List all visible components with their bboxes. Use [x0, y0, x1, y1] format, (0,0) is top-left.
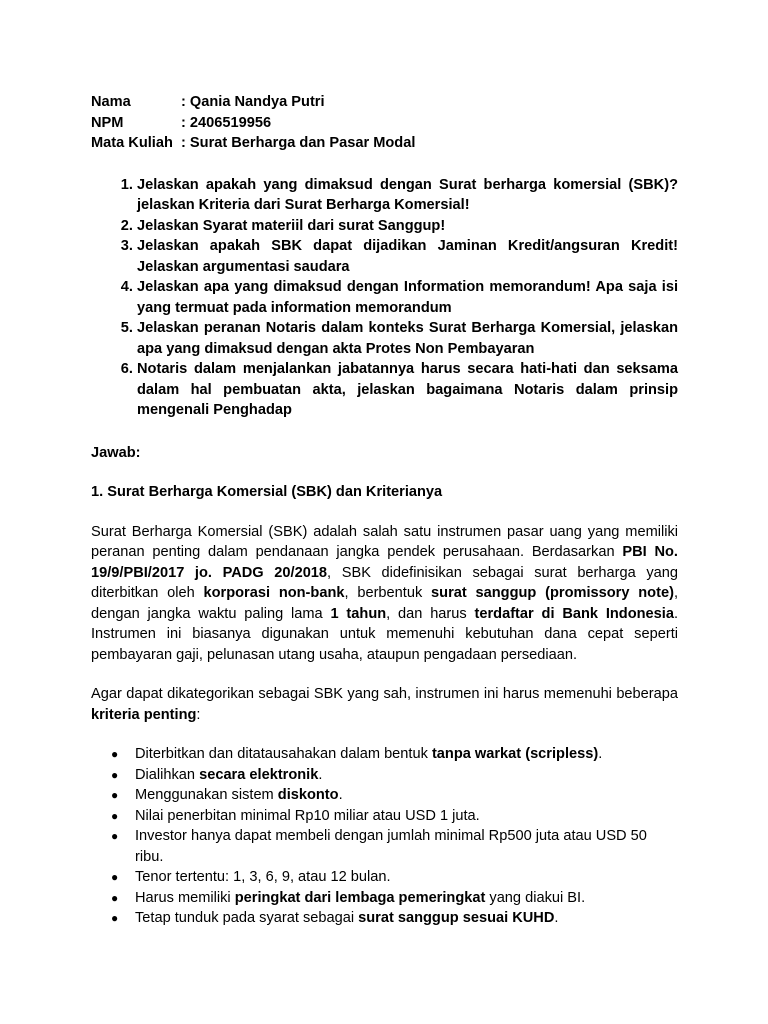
text-run: Dialihkan: [135, 766, 200, 783]
criteria-item: [91, 785, 678, 806]
text-run: :: [196, 706, 201, 723]
bullet-icon: ●: [111, 767, 119, 782]
bullet-icon: ●: [111, 808, 119, 823]
text-run: Tenor tertentu: 1, 3, 6, 9, atau 12 bulan.: [135, 869, 391, 885]
criteria-item: [91, 826, 678, 867]
text-run: Harus memiliki: [135, 889, 235, 906]
course-label: Mata Kuliah: [91, 135, 173, 151]
info-row-course: [91, 133, 678, 154]
text-run: .: [554, 910, 559, 926]
info-row-name: [91, 92, 678, 113]
bold-run: diskonto: [277, 787, 339, 803]
text-run: Menggunakan sistem: [135, 787, 278, 803]
bullet-icon: ●: [111, 829, 119, 843]
text-run: , SBK didefinisikan sebagai surat berharga yang diterbitkan oleh: [91, 564, 679, 601]
text-run: Agar dapat dikategorikan sebagai SBK yang sah, instrumen ini harus memenuhi beberapa: [91, 686, 678, 702]
question-item: 6. Notaris dalam menjalankan jabatannya harus secara hati-hati dan seksama dalam hal pembuatan akta, jelaskan bagaimana Notaris dalam prinsip mengenali Penghadap: [137, 359, 678, 421]
bullet-icon: ●: [111, 890, 119, 905]
bullet-icon: ●: [111, 870, 119, 884]
text-run: Investor hanya dapat membeli dengan jumlah minimal Rp500 juta atau USD 50 ribu.: [135, 828, 647, 865]
name-label: Nama: [91, 94, 131, 110]
section-title: 1. Surat Berharga Komersial (SBK) dan Kriterianya: [91, 484, 443, 500]
question-item: 1. Jelaskan apakah yang dimaksud dengan Surat berharga komersial (SBK)?jelaskan Kriteria dari Surat Berharga Komersial!: [137, 175, 678, 216]
criteria-item: [91, 888, 678, 909]
bullet-icon: ●: [111, 747, 119, 761]
text-run: yang diakui BI.: [485, 889, 586, 906]
name-value: : Qania Nandya Putri: [181, 94, 325, 110]
text-run: , berbentuk: [344, 585, 432, 601]
question-item: 3. Jelaskan apakah SBK dapat dijadikan Jaminan Kredit/angsuran Kredit! Jelaskan argumentasi saudara: [137, 236, 678, 277]
paragraph-definition: [91, 522, 678, 666]
question-item: 4. Jelaskan apa yang dimaksud dengan Information memorandum! Apa saja isi yang termuat pada information memorandum: [137, 277, 678, 318]
bullet-icon: ●: [111, 911, 119, 925]
bold-run: surat sanggup (promissory note): [431, 585, 674, 601]
course-value: : Surat Berharga dan Pasar Modal: [181, 135, 416, 151]
text-run: .: [338, 787, 343, 803]
paragraph-criteria-intro: [91, 684, 678, 725]
text-run: Diterbitkan dan ditatausahakan dalam bentuk: [135, 746, 432, 762]
text-run: Tetap tunduk pada syarat sebagai: [135, 910, 359, 926]
criteria-item: [91, 765, 678, 786]
question-list: [91, 175, 678, 421]
answer-label: Jawab:: [91, 444, 141, 461]
bold-run: kriteria penting: [91, 706, 197, 723]
npm-value: : 2406519956: [181, 114, 272, 131]
criteria-item: [91, 908, 678, 929]
document-content: [91, 92, 678, 929]
info-row-npm: [91, 113, 678, 134]
criteria-item: [91, 744, 678, 765]
bold-run: terdaftar di Bank Indonesia: [474, 605, 674, 622]
criteria-item: [91, 806, 678, 827]
text-run: Surat Berharga Komersial (SBK) adalah salah satu instrumen pasar uang yang memiliki peranan penting dalam pendanaan jangka pendek perusahaan. Berdasarkan: [91, 523, 678, 560]
bold-run: tanpa warkat (scripless): [431, 746, 599, 762]
text-run: .: [598, 746, 603, 762]
text-run: .: [318, 766, 323, 783]
text-run: , dan harus: [386, 605, 475, 622]
text-run: , dengan jangka waktu paling lama: [91, 585, 678, 622]
bold-run: korporasi non-bank: [203, 585, 345, 601]
bullet-icon: ●: [111, 788, 119, 802]
bold-run: secara elektronik: [199, 766, 319, 783]
bold-run: surat sanggup sesuai KUHD: [358, 910, 555, 926]
bold-run: peringkat dari lembaga pemeringkat: [234, 889, 486, 906]
bold-run: 1 tahun: [330, 605, 387, 622]
criteria-list: [91, 744, 678, 929]
criteria-item: [91, 867, 678, 888]
text-run: . Instrumen ini biasanya digunakan untuk memenuhi kebutuhan dana cepat seperti pembayaran gaji, pelunasan utang usaha, ataupun pengadaan persediaan.: [91, 605, 679, 663]
text-run: Nilai penerbitan minimal Rp10 miliar atau USD 1 juta.: [135, 807, 480, 824]
bold-run: PBI No. 19/9/PBI/2017 jo. PADG 20/2018: [91, 544, 678, 581]
question-item: 5. Jelaskan peranan Notaris dalam konteks Surat Berharga Komersial, jelaskan apa yang dimaksud dengan akta Protes Non Pembayaran: [137, 318, 678, 359]
question-item: 2. Jelaskan Syarat materiil dari surat Sanggup!: [137, 216, 678, 237]
npm-label: NPM: [91, 114, 124, 131]
